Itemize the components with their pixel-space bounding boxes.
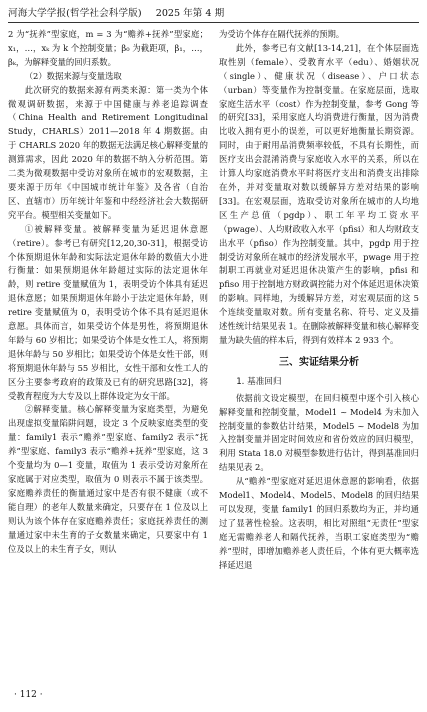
paragraph: 为受访个体存在隔代抚养的预期。 xyxy=(219,29,345,39)
subheading-data-source: （2）数据来源与变量选取 xyxy=(24,70,122,81)
page-number: · 112 · xyxy=(14,690,43,700)
journal-name: 河海大学学报(哲学社会科学版) xyxy=(8,8,142,19)
paragraph: 从“赡养”型家庭对延迟退休意愿的影响看，依据 Model1、Model4、Model5、Model8 的回归结果可以发现，变量 family1 的回归系数均为正，并均通过了显著性检验。这表明，相比对照组“无责任”型家庭无需赡养老人和隔代抚养，当职工家庭类型为“赡养”型时，即增加赡养老人责任后，个体有更大概率选择延迟退 xyxy=(219,476,419,570)
paragraph: 依据前文设定模型，在回归模型中逐个引入核心解释变量和控制变量，Model1 ~ Model4 为未加入控制变量的参数估计结果，Model5 ~ Model8 为加入控制变量并固定时间效应和省份效应的回归模型，利用 Stata 18.0 对模型参数进行估计，得到基准回归结果见表 2。 xyxy=(219,392,419,473)
issue-label: 2025 年第 4 期 xyxy=(155,8,225,19)
paragraph: 此外，参考已有文献[13-14,21]，在个体层面选取性别（female）、受教育水平（edu）、婚姻状况（single）、健康状况（disease）、户口状态（urban）等变量作为控制变量。在家庭层面，选取家庭生活水平（cost）作为控制变量，参考 Gong 等的研究[33]，采用家庭人均消费进行衡量，因为消费比收入拥有更小的误差，可以更好地衡量长期资源。同时，由于耐用品消费频率较低，不具有长期性，而医疗支出会混淆消费与家庭收入水平的关系，所以在计算人均家庭消费水平时将医疗支出和消费支出排除在外，并对变量取对数以缓解异方差对结果的影响[33]。在宏观层面，选取受访对象所在城市的人均地区生产总值（pgdp）、职工年平均工资水平（pwage）、人均财政收入水平（pfisi）和人均财政支出水平（pfiso）作为控制变量。其中，pgdp 用于控制受访对象所在城市的经济发展水平，pwage 用于控制职工再就业对延迟退休决策产生的影响，pfisi 和 pfiso 用于控制地方财政调控能力对个体延迟退休决策的影响。同样地，为缓解异方差，对宏观层面的这 5 个连续变量取对数。所有变量名称、符号、定义及描述性统计结果见表 1。在删除被解释变量和核心解释变量为缺失值的样本后，得到有效样本 2 933 个。 xyxy=(219,42,419,345)
paragraph: ②解释变量。核心解释变量为家庭类型，为避免出现虚拟变量陷阱问题，设定 3 个反映家庭类型的变量：family1 表示“赡养”型家庭、family2 表示“抚养”型家庭、family3 表示“赡养+抚养”型家庭，这 3 个变量均为 0—1 变量，取值为 1 表示受访对象所在家庭属于对应类型，取值为 0 则表示不属于该类型。家庭赡养责任的衡量通过家中是否有很不健康（或不能自理）的老年人数量来确定，只要存在 1 位及以上则认为该个体存在家庭赡养责任；家庭抚养责任的测量通过家中未生育的子女数量来确定，只要家中有 1 位及以上的未生育子女，则认 xyxy=(8,404,208,554)
running-header xyxy=(8,6,419,23)
paragraph: 2 为“抚养”型家庭，m = 3 为“赡养+抚养”型家庭；x₁，…，xₖ 为 k 个控制变量；β₀ 为截距项，β₁，…，βₖ，为解释变量的回归系数。 xyxy=(8,29,208,67)
subsection-title: 1. 基准回归 xyxy=(236,376,282,387)
section-title: 三、实证结果分析 xyxy=(279,356,359,368)
paragraph: ①被解释变量。被解释变量为延迟退休意愿（retire）。参考已有研究[12,20,30-31]，根据受访个体预期退休年龄和实际法定退休年龄的数值大小进行衡量：如果预期退休年龄超过实际的法定退休年龄，则 retire 变量赋值为 1，表明受访个体具有延迟退休意愿；如果预期退休年龄小于法定退休年龄，则 retire 变量赋值为 0，表明受访个体不具有延迟退休意愿。具体而言，如果受访个体是男性，将预期退休年龄与 60 岁相比；如果受访个体是女性工人，将预期退休年龄与 50 岁相比；如果受访个体是女性干部，则将预期退休年龄与 55 岁相比，女性干部和女性工人的区分主要参考政府的政策及已有的研究思路[32]，将受教育程度为大专及以上群体设定为女干部。 xyxy=(8,223,208,401)
left-column xyxy=(8,28,208,556)
right-column xyxy=(219,28,419,573)
paragraph: 此次研究的数据来源有两类来源：第一类为个体微观调研数据，来源于中国健康与养老追踪调查（China Health and Retirement Longitudinal Study，CHARLS）2011—2018 年 4 期数据。由于 CHARLS 2020 年的数据无法满足核心解释变量的测算需求，因此 2020 年的数据不纳入分析范围。第二类为微观数据中受访对象所在城市的宏观数据，主要来源于历年《中国城市统计年鉴》及各省（自治区、直辖市）历年统计年鉴和中经经济社会大数据研究平台。模型相关变量如下。 xyxy=(8,84,208,220)
